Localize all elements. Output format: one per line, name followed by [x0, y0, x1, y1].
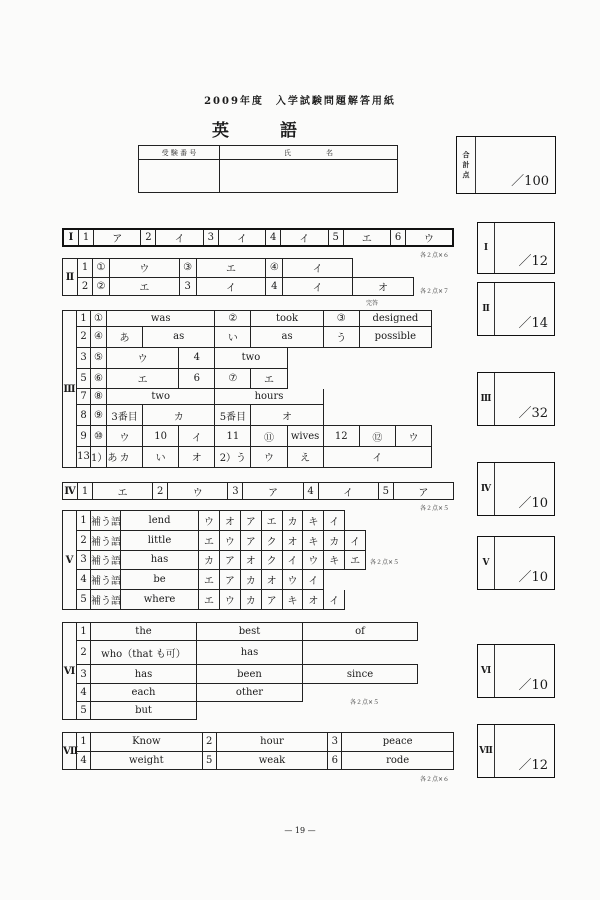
- answer-cell: カ: [107, 446, 143, 467]
- order-cell: キ: [324, 550, 345, 570]
- answer-cell: ウ: [406, 229, 453, 246]
- section-2-table: [62, 258, 414, 296]
- sub-label: 補う語: [91, 530, 121, 550]
- order-cell: ウ: [219, 530, 240, 550]
- section-1-label: Ⅰ: [63, 229, 79, 246]
- q-number: 5: [328, 229, 343, 246]
- score-box-7-max: ／12: [518, 758, 548, 773]
- answer-cell: as: [143, 326, 215, 347]
- q-number: 3: [179, 277, 196, 296]
- order-cell: エ: [261, 511, 282, 531]
- total-score: ／100: [511, 174, 549, 189]
- q-number: 5: [77, 368, 91, 389]
- q-number: 2: [153, 483, 168, 500]
- q-number: ④: [266, 259, 283, 278]
- section-6-note: 各２点×５: [350, 699, 380, 706]
- section-2-note: 各２点×７: [420, 288, 450, 295]
- q-number: 1: [77, 623, 91, 641]
- sub-label: 補う語: [91, 511, 121, 531]
- section-1-table: [62, 228, 454, 247]
- q-number: 4: [77, 570, 91, 590]
- exam-number-label: 受 験 番 号: [139, 146, 220, 160]
- order-cell: カ: [199, 550, 220, 570]
- score-box-2: [477, 282, 555, 336]
- answer-cell: エ: [93, 483, 153, 500]
- q-number: う: [323, 326, 359, 347]
- order-cell: オ: [261, 570, 282, 590]
- word-cell: little: [121, 530, 199, 550]
- q-number: 1: [79, 229, 94, 246]
- q-number: 9: [77, 426, 91, 447]
- order-cell: キ: [303, 530, 324, 550]
- answer-cell: has: [91, 665, 197, 683]
- order-cell: カ: [240, 570, 261, 590]
- answer-cell: designed: [359, 311, 431, 327]
- q-number: 2: [77, 641, 91, 665]
- score-box-2-label: Ⅱ: [478, 283, 495, 335]
- q-number: 1: [77, 733, 91, 752]
- answer-cell: best: [197, 623, 303, 641]
- q-number: 3: [328, 733, 342, 752]
- order-cell: オ: [303, 590, 324, 610]
- answer-cell: ア: [94, 229, 141, 246]
- q-number: え: [287, 446, 323, 467]
- answer-cell: エ: [196, 259, 266, 278]
- subject-title: 英 語: [212, 121, 297, 141]
- q-number: 5番目: [215, 405, 251, 426]
- answer-cell: オ: [353, 277, 414, 296]
- identity-table: [138, 145, 398, 193]
- score-box-3: [477, 372, 555, 426]
- answer-cell: of: [303, 623, 418, 641]
- answer-cell: has: [197, 641, 303, 665]
- total-score-box: [456, 136, 556, 194]
- q-number: ②: [215, 311, 251, 327]
- q-number: 1: [78, 483, 93, 500]
- order-cell: ア: [261, 590, 282, 610]
- score-box-4-label: Ⅳ: [478, 463, 495, 515]
- blank-cell: [324, 570, 366, 590]
- q-number: い: [143, 446, 179, 467]
- blank-cell: [353, 259, 414, 278]
- q-number: 5: [202, 751, 216, 770]
- blank-cell: [303, 641, 418, 665]
- q-number: 5: [77, 701, 91, 719]
- order-cell: ウ: [199, 511, 220, 531]
- answer-cell: the: [91, 623, 197, 641]
- section-7-note: 各２点×６: [420, 776, 450, 783]
- order-cell: ウ: [303, 550, 324, 570]
- q-number: ④: [91, 326, 107, 347]
- section-3-table: [62, 310, 432, 468]
- sub-label: 補う語: [91, 550, 121, 570]
- answer-cell: been: [197, 665, 303, 683]
- q-number: ⑨: [91, 405, 107, 426]
- order-cell: イ: [324, 590, 345, 610]
- answer-cell: hour: [216, 733, 328, 752]
- answer-cell: イ: [283, 259, 353, 278]
- order-cell: エ: [345, 550, 366, 570]
- q-number: 1）あ: [91, 446, 107, 467]
- answer-cell: was: [107, 311, 215, 327]
- answer-cell: イ: [323, 446, 431, 467]
- order-cell: ウ: [282, 570, 303, 590]
- score-box-3-label: Ⅲ: [478, 373, 495, 425]
- blank-cell: [345, 590, 366, 610]
- score-box-1: [477, 222, 555, 274]
- answer-cell: オ: [251, 405, 323, 426]
- order-cell: オ: [219, 511, 240, 531]
- section-6-label: Ⅵ: [63, 623, 77, 720]
- exam-title: 2009年度 入学試験問題解答用紙: [204, 96, 396, 107]
- answer-cell: ウ: [168, 483, 228, 500]
- word-cell: be: [121, 570, 199, 590]
- answer-cell: who（that も可）: [91, 641, 197, 665]
- score-box-4-max: ／10: [518, 496, 548, 511]
- word-cell: has: [121, 550, 199, 570]
- q-number: 3: [77, 550, 91, 570]
- answer-cell: hours: [215, 389, 323, 405]
- answer-cell: エ: [110, 277, 180, 296]
- word-cell: where: [121, 590, 199, 610]
- q-number: 4: [77, 751, 91, 770]
- answer-cell: イ: [318, 483, 378, 500]
- q-number: 4: [179, 347, 215, 368]
- order-cell: エ: [199, 570, 220, 590]
- q-number: 3: [77, 665, 91, 683]
- q-number: 5: [378, 483, 393, 500]
- section-1-note: 各２点×６: [420, 252, 450, 259]
- answer-cell: other: [197, 683, 303, 701]
- q-number: 3: [228, 483, 243, 500]
- q-number: 12: [323, 426, 359, 447]
- answer-cell: エ: [343, 229, 390, 246]
- sub-label: 補う語: [91, 570, 121, 590]
- q-number: ⑪: [251, 426, 287, 447]
- answer-cell: each: [91, 683, 197, 701]
- answer-cell: peace: [342, 733, 454, 752]
- order-cell: イ: [303, 570, 324, 590]
- answer-cell: possible: [359, 326, 431, 347]
- q-number: ⑫: [359, 426, 395, 447]
- section-3-label: Ⅲ: [63, 311, 77, 468]
- order-cell: カ: [240, 590, 261, 610]
- score-box-3-max: ／32: [518, 406, 548, 421]
- q-number: 3: [77, 347, 91, 368]
- answer-cell: ア: [393, 483, 453, 500]
- order-cell: ア: [240, 530, 261, 550]
- section-2-label: Ⅱ: [63, 259, 78, 296]
- q-number: 7: [77, 389, 91, 405]
- blank-cell: [345, 511, 366, 531]
- q-number: 2）う: [215, 446, 251, 467]
- answer-cell: エ: [251, 368, 287, 389]
- q-number: ⑤: [91, 347, 107, 368]
- q-number: 2: [77, 530, 91, 550]
- name-field[interactable]: [220, 160, 398, 193]
- answer-cell: two: [107, 389, 215, 405]
- q-number: ①: [91, 311, 107, 327]
- order-cell: カ: [282, 511, 303, 531]
- q-number: い: [215, 326, 251, 347]
- section-4-label: Ⅳ: [63, 483, 78, 500]
- q-number: 3: [203, 229, 218, 246]
- score-box-5: [477, 536, 555, 590]
- page-number: — 19 —: [284, 826, 316, 835]
- q-number: 2: [202, 733, 216, 752]
- score-box-1-max: ／12: [518, 254, 548, 269]
- blank-cell: [287, 368, 431, 389]
- q-number: あ: [107, 326, 143, 347]
- sub-label: 補う語: [91, 590, 121, 610]
- answer-cell: イ: [283, 277, 353, 296]
- q-number: 1: [77, 511, 91, 531]
- section-2-subnote: 完答: [366, 300, 379, 307]
- total-label-1: 合: [462, 150, 470, 159]
- q-number: 10: [143, 426, 179, 447]
- q-number: 4: [266, 277, 283, 296]
- order-cell: ア: [240, 511, 261, 531]
- exam-number-field[interactable]: [139, 160, 220, 193]
- q-number: ①: [93, 259, 110, 278]
- answer-cell: オ: [179, 446, 215, 467]
- score-box-6-label: Ⅵ: [478, 645, 495, 697]
- word-cell: lend: [121, 511, 199, 531]
- answer-cell: イ: [196, 277, 266, 296]
- q-number: 6: [391, 229, 406, 246]
- q-number: 4: [77, 683, 91, 701]
- q-number: ③: [323, 311, 359, 327]
- score-box-1-label: Ⅰ: [478, 223, 495, 273]
- order-cell: ク: [261, 550, 282, 570]
- score-box-5-label: Ⅴ: [478, 537, 495, 589]
- blank-cell: [323, 389, 431, 405]
- q-number: 4: [266, 229, 281, 246]
- order-cell: カ: [324, 530, 345, 550]
- order-cell: エ: [199, 590, 220, 610]
- section-5-table: [62, 510, 366, 610]
- q-number: 3番目: [107, 405, 143, 426]
- order-cell: ア: [219, 550, 240, 570]
- answer-cell: as: [251, 326, 323, 347]
- answer-cell: since: [303, 665, 418, 683]
- answer-cell: ウ: [107, 426, 143, 447]
- q-number: 1: [78, 259, 93, 278]
- q-number: ⑥: [91, 368, 107, 389]
- score-box-5-max: ／10: [518, 570, 548, 585]
- q-number: 1: [77, 311, 91, 327]
- answer-cell: weak: [216, 751, 328, 770]
- q-number: ⑩: [91, 426, 107, 447]
- answer-cell: two: [215, 347, 287, 368]
- order-cell: イ: [345, 530, 366, 550]
- q-number: 6: [179, 368, 215, 389]
- q-number: 2: [77, 326, 91, 347]
- q-number: 6: [328, 751, 342, 770]
- answer-cell: ウ: [251, 446, 287, 467]
- q-number: 4: [303, 483, 318, 500]
- order-cell: ア: [219, 570, 240, 590]
- section-7-label: Ⅶ: [63, 733, 77, 770]
- total-label-3: 点: [462, 170, 470, 179]
- order-cell: ウ: [219, 590, 240, 610]
- order-cell: イ: [324, 511, 345, 531]
- order-cell: キ: [303, 511, 324, 531]
- score-box-6-max: ／10: [518, 678, 548, 693]
- section-7-table: [62, 732, 454, 770]
- q-number: ②: [93, 277, 110, 296]
- score-box-7: [477, 724, 555, 778]
- answer-cell: ウ: [107, 347, 179, 368]
- blank-cell: [323, 405, 431, 426]
- answer-cell: イ: [281, 229, 328, 246]
- score-box-7-label: Ⅶ: [478, 725, 495, 777]
- total-label-2: 計: [462, 160, 470, 169]
- section-4-table: [62, 482, 454, 500]
- blank-cell: [197, 701, 418, 719]
- section-5-note: 各２点×５: [370, 559, 400, 566]
- answer-cell: rode: [342, 751, 454, 770]
- q-number: 13: [77, 446, 91, 467]
- order-cell: オ: [282, 530, 303, 550]
- section-5-label: Ⅴ: [63, 511, 77, 610]
- section-4-note: 各２点×５: [420, 505, 450, 512]
- answer-cell: ウ: [395, 426, 431, 447]
- score-box-4: [477, 462, 555, 516]
- name-label: 氏 名: [220, 146, 398, 160]
- answer-cell: Know: [91, 733, 203, 752]
- answer-cell: wives: [287, 426, 323, 447]
- score-box-2-max: ／14: [518, 316, 548, 331]
- order-cell: イ: [282, 550, 303, 570]
- order-cell: オ: [240, 550, 261, 570]
- score-box-6: [477, 644, 555, 698]
- answer-cell: ア: [243, 483, 303, 500]
- q-number: ③: [179, 259, 196, 278]
- blank-cell: [287, 347, 431, 368]
- q-number: 2: [141, 229, 156, 246]
- answer-cell: but: [91, 701, 197, 719]
- answer-cell: weight: [91, 751, 203, 770]
- order-cell: エ: [199, 530, 220, 550]
- q-number: 8: [77, 405, 91, 426]
- answer-cell: イ: [156, 229, 203, 246]
- q-number: 2: [78, 277, 93, 296]
- q-number: ⑦: [215, 368, 251, 389]
- q-number: 5: [77, 590, 91, 610]
- answer-cell: took: [251, 311, 323, 327]
- answer-cell: イ: [218, 229, 265, 246]
- q-number: 11: [215, 426, 251, 447]
- answer-cell: イ: [179, 426, 215, 447]
- q-number: ⑧: [91, 389, 107, 405]
- answer-cell: ウ: [110, 259, 180, 278]
- answer-cell: エ: [107, 368, 179, 389]
- order-cell: キ: [282, 590, 303, 610]
- answer-cell: カ: [143, 405, 215, 426]
- order-cell: ク: [261, 530, 282, 550]
